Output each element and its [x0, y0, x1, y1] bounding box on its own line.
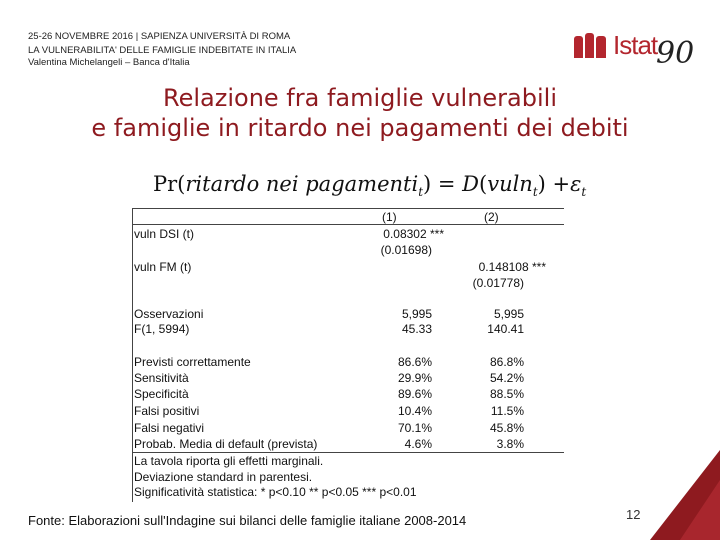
slide-title-line-2: e famiglie in ritardo nei pagamenti dei debiti	[91, 114, 629, 142]
table-cell-col1: 4.6%	[404, 437, 432, 451]
table-row-label: Falsi negativi	[134, 421, 205, 435]
table-cell-col1: (0.01698)	[380, 243, 432, 257]
header-line-event: 25-26 NOVEMBRE 2016 | SAPIENZA UNIVERSITÀ DI ROMA	[28, 31, 291, 42]
table-note: Deviazione standard in parentesi.	[134, 470, 313, 484]
regression-table	[132, 208, 564, 502]
table-row-label: F(1, 5994)	[134, 322, 190, 336]
table-cell-col2: 3.8%	[496, 437, 524, 451]
table-cell-col1: 10.4%	[397, 404, 432, 418]
slide-title-line-1: Relazione fra famiglie vulnerabili	[163, 84, 557, 112]
table-row-label: vuln FM (t)	[134, 260, 192, 274]
table-cell-col2: 140.41	[487, 322, 524, 336]
table-cell-col1: 0.08302 ***	[383, 227, 444, 241]
table-top-rule	[132, 208, 564, 209]
table-left-border	[132, 208, 133, 502]
table-cell-col1: 86.6%	[397, 355, 432, 369]
istat-logo	[574, 32, 694, 72]
istat-logo-mark-icon	[574, 36, 608, 58]
table-note: Significatività statistica: * p<0.10 ** p<0.05 *** p<0.01	[134, 485, 417, 499]
table-cell-col1: 89.6%	[397, 387, 432, 401]
table-row-label: Sensitività	[134, 371, 189, 385]
header-line-title: LA VULNERABILITA' DELLE FAMIGLIE INDEBITATE IN ITALIA	[28, 45, 297, 56]
table-row-label: vuln DSI (t)	[134, 227, 195, 241]
table-row-label: Probab. Media di default (prevista)	[134, 437, 318, 451]
probit-formula: Pr(ritardo nei pagamenti$_t$) = $D(vuln_t) +\varepsilon_t$	[153, 172, 587, 200]
table-cell-col1: 29.9%	[397, 371, 432, 385]
table-cell-col2: 54.2%	[489, 371, 524, 385]
istat-logo-text: Istat	[613, 30, 658, 60]
table-col-header-2: (2)	[484, 210, 499, 224]
table-row-label: Falsi positivi	[134, 404, 200, 418]
source-note: Fonte: Elaborazioni sull'Indagine sui bilanci delle famiglie italiane 2008-2014	[28, 513, 467, 528]
table-header-rule	[132, 224, 564, 225]
corner-decoration-icon	[630, 450, 720, 540]
table-row-label: Specificità	[134, 387, 189, 401]
header-line-author: Valentina Michelangeli – Banca d'Italia	[28, 57, 190, 68]
table-row-label: Previsti correttamente	[134, 355, 251, 369]
table-cell-col2: 11.5%	[490, 404, 524, 418]
table-cell-col2: 45.8%	[489, 421, 524, 435]
table-cell-col2: 5,995	[493, 307, 524, 321]
table-row-label: Osservazioni	[134, 307, 204, 321]
table-bottom-rule	[132, 452, 564, 453]
table-col-header-1: (1)	[382, 210, 397, 224]
table-cell-col2: 86.8%	[489, 355, 524, 369]
table-cell-col1: 45.33	[401, 322, 432, 336]
page-number: 12	[626, 507, 641, 522]
istat-logo-number: 90	[656, 36, 695, 71]
table-cell-col1: 5,995	[401, 307, 432, 321]
table-cell-col1: 70.1%	[397, 421, 432, 435]
table-cell-col2: 88.5%	[489, 387, 524, 401]
table-cell-col2: (0.01778)	[472, 276, 524, 290]
table-note: La tavola riporta gli effetti marginali.	[134, 454, 324, 468]
table-cell-col2: 0.148108 ***	[478, 260, 546, 274]
